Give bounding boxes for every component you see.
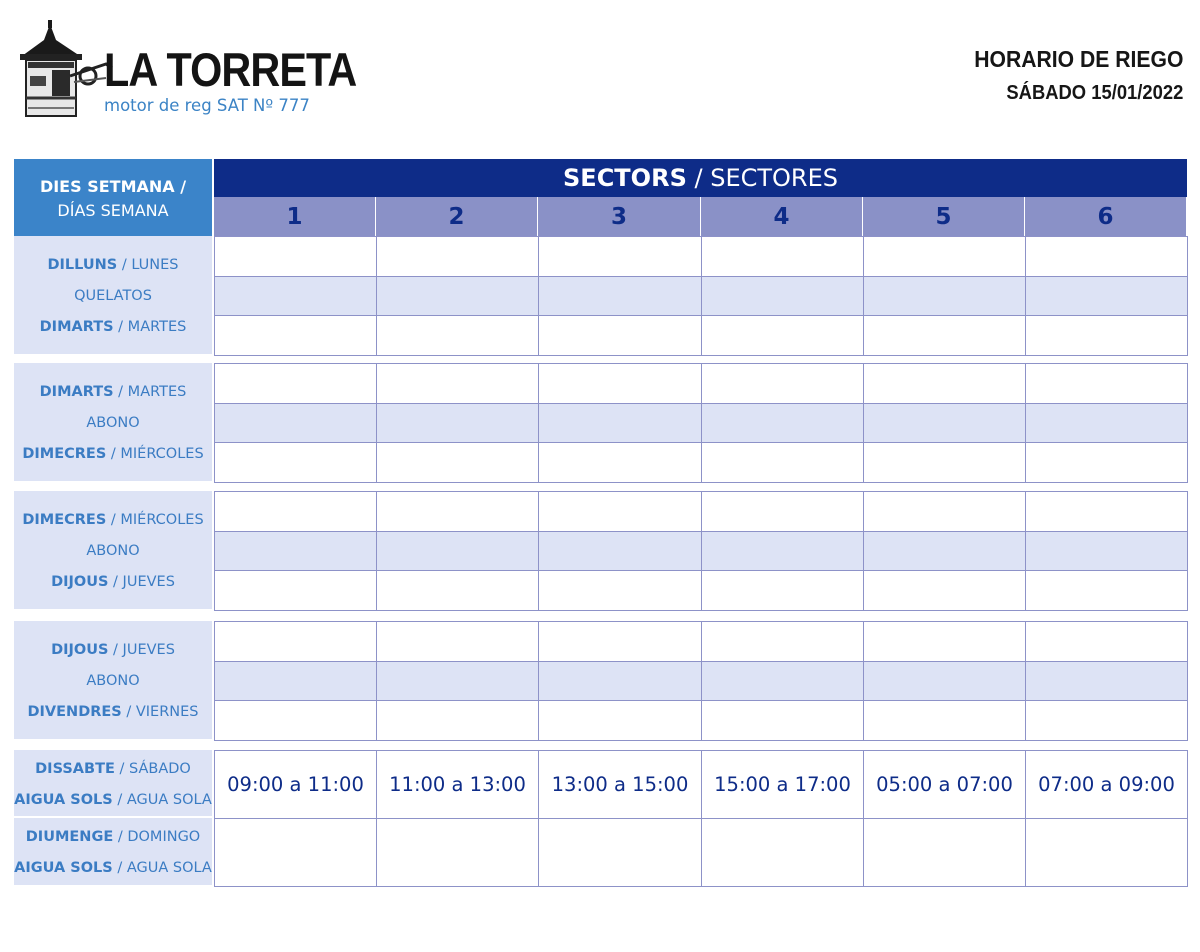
schedule-cell bbox=[701, 531, 864, 572]
schedule-cell bbox=[1025, 403, 1188, 444]
day-label bbox=[14, 286, 212, 306]
days-header bbox=[14, 159, 212, 236]
day-label-bold: DIJOUS bbox=[51, 574, 109, 590]
day-label-rest: / AGUA SOLA bbox=[112, 860, 212, 876]
schedule-cell bbox=[538, 315, 702, 356]
day-label-rest: / JUEVES bbox=[108, 574, 175, 590]
time-slot: 07:00 a 09:00 bbox=[1025, 750, 1188, 819]
day-label-rest: / VIERNES bbox=[121, 704, 199, 720]
brand-subtitle: motor de reg SAT Nº 777 bbox=[104, 96, 310, 115]
schedule-cell bbox=[376, 491, 539, 532]
schedule-cell bbox=[863, 442, 1026, 483]
schedule-cell bbox=[214, 491, 377, 532]
day-label bbox=[14, 702, 212, 722]
schedule-cell bbox=[538, 236, 702, 277]
schedule-cell bbox=[1025, 661, 1188, 702]
schedule-cell bbox=[701, 276, 864, 317]
time-slot bbox=[701, 818, 864, 887]
day-label-bold: DIVENDRES bbox=[27, 704, 122, 720]
day-group-2 bbox=[14, 363, 212, 481]
day-label-rest: ABONO bbox=[86, 415, 140, 431]
sectors-header-bold: SECTORS bbox=[563, 164, 687, 192]
time-slot bbox=[214, 818, 377, 887]
schedule-cell bbox=[1025, 700, 1188, 741]
schedule-cell bbox=[214, 236, 377, 277]
schedule-cell bbox=[214, 570, 377, 611]
weekend-day-2 bbox=[14, 818, 212, 885]
sector-header-3: 3 bbox=[538, 197, 700, 236]
day-label bbox=[14, 858, 212, 878]
schedule-cell bbox=[538, 531, 702, 572]
day-label-bold: DIMECRES bbox=[22, 446, 107, 462]
day-label-bold: DIJOUS bbox=[51, 642, 109, 658]
day-label-rest: QUELATOS bbox=[74, 288, 152, 304]
day-label-rest: ABONO bbox=[86, 673, 140, 689]
time-slot bbox=[1025, 818, 1188, 887]
weekend-day-1 bbox=[14, 750, 212, 816]
schedule-cell bbox=[701, 491, 864, 532]
schedule-cell bbox=[214, 363, 377, 404]
schedule-cell bbox=[214, 621, 377, 662]
days-header-line1: DIES SETMANA / bbox=[39, 177, 187, 196]
schedule-cell bbox=[1025, 315, 1188, 356]
schedule-cell bbox=[1025, 236, 1188, 277]
schedule-cell bbox=[214, 700, 377, 741]
sector-header-1: 1 bbox=[214, 197, 375, 236]
day-label bbox=[14, 382, 212, 402]
sector-header-6: 6 bbox=[1025, 197, 1186, 236]
schedule-cell bbox=[863, 531, 1026, 572]
document-date: SÁBADO 15/01/2022 bbox=[1006, 82, 1183, 104]
schedule-cell bbox=[701, 442, 864, 483]
day-label-rest: / JUEVES bbox=[108, 642, 175, 658]
time-slot: 13:00 a 15:00 bbox=[538, 750, 702, 819]
schedule-cell bbox=[863, 621, 1026, 662]
brand-name: LA TORRETA bbox=[104, 43, 357, 96]
schedule-cell bbox=[538, 363, 702, 404]
schedule-cell bbox=[1025, 442, 1188, 483]
day-label bbox=[14, 759, 212, 779]
schedule-cell bbox=[376, 531, 539, 572]
sector-header-4: 4 bbox=[701, 197, 862, 236]
schedule-cell bbox=[538, 661, 702, 702]
sectors-header-rest: / SECTORES bbox=[686, 164, 838, 192]
day-label-rest: / AGUA SOLA bbox=[112, 792, 212, 808]
schedule-cell bbox=[701, 315, 864, 356]
day-label-bold: DIMECRES bbox=[22, 512, 107, 528]
day-label bbox=[14, 317, 212, 337]
time-slot: 15:00 a 17:00 bbox=[701, 750, 864, 819]
schedule-cell bbox=[701, 363, 864, 404]
sector-header-2: 2 bbox=[376, 197, 537, 236]
schedule-cell bbox=[701, 570, 864, 611]
schedule-cell bbox=[863, 403, 1026, 444]
schedule-cell bbox=[701, 403, 864, 444]
day-label-bold: DIMARTS bbox=[39, 384, 114, 400]
day-label bbox=[14, 541, 212, 561]
day-label bbox=[14, 790, 212, 810]
day-label-rest: / MARTES bbox=[113, 384, 187, 400]
day-label-rest: / LUNES bbox=[117, 257, 179, 273]
day-label-bold: DIMARTS bbox=[39, 319, 114, 335]
time-slot bbox=[863, 818, 1026, 887]
day-group-4 bbox=[14, 621, 212, 739]
schedule-cell bbox=[376, 442, 539, 483]
schedule-cell bbox=[1025, 491, 1188, 532]
schedule-cell bbox=[538, 491, 702, 532]
day-label bbox=[14, 444, 212, 464]
day-label-bold: DISSABTE bbox=[35, 761, 115, 777]
day-label bbox=[14, 413, 212, 433]
day-label bbox=[14, 572, 212, 592]
day-label-rest: / MIÉRCOLES bbox=[106, 512, 204, 528]
schedule-cell bbox=[376, 661, 539, 702]
schedule-cell bbox=[863, 315, 1026, 356]
schedule-cell bbox=[863, 661, 1026, 702]
time-slot: 09:00 a 11:00 bbox=[214, 750, 377, 819]
day-label bbox=[14, 255, 212, 275]
time-slot: 11:00 a 13:00 bbox=[376, 750, 539, 819]
schedule-cell bbox=[538, 570, 702, 611]
schedule-cell bbox=[701, 621, 864, 662]
schedule-cell bbox=[701, 661, 864, 702]
schedule-cell bbox=[1025, 531, 1188, 572]
day-group-3 bbox=[14, 491, 212, 609]
day-label bbox=[14, 671, 212, 691]
document-title: HORARIO DE RIEGO bbox=[973, 46, 1183, 72]
time-slot: 05:00 a 07:00 bbox=[863, 750, 1026, 819]
day-label-bold: AIGUA SOLS bbox=[14, 792, 113, 808]
day-label bbox=[14, 640, 212, 660]
schedule-cell bbox=[1025, 621, 1188, 662]
schedule-cell bbox=[214, 531, 377, 572]
schedule-cell bbox=[376, 700, 539, 741]
schedule-cell bbox=[538, 276, 702, 317]
sectors-header bbox=[214, 159, 1187, 197]
day-label-rest: / MARTES bbox=[113, 319, 187, 335]
schedule-cell bbox=[1025, 276, 1188, 317]
schedule-cell bbox=[214, 403, 377, 444]
schedule-cell bbox=[376, 363, 539, 404]
schedule-cell bbox=[863, 276, 1026, 317]
schedule-cell bbox=[863, 236, 1026, 277]
schedule-cell bbox=[376, 315, 539, 356]
schedule-cell bbox=[538, 621, 702, 662]
schedule-cell bbox=[701, 700, 864, 741]
day-label-rest: / DOMINGO bbox=[113, 829, 201, 845]
schedule-cell bbox=[863, 570, 1026, 611]
day-label bbox=[14, 510, 212, 530]
day-label-bold: DILLUNS bbox=[47, 257, 118, 273]
day-label-rest: ABONO bbox=[86, 543, 140, 559]
tower-icon bbox=[14, 18, 114, 118]
schedule-cell bbox=[863, 363, 1026, 404]
day-label-rest: / MIÉRCOLES bbox=[106, 446, 204, 462]
schedule-cell bbox=[214, 276, 377, 317]
schedule-cell bbox=[538, 442, 702, 483]
day-label-bold: AIGUA SOLS bbox=[14, 860, 113, 876]
schedule-cell bbox=[701, 236, 864, 277]
schedule-cell bbox=[214, 315, 377, 356]
days-header-line2: DÍAS SEMANA bbox=[57, 201, 169, 220]
day-label bbox=[14, 827, 212, 847]
sector-header-5: 5 bbox=[863, 197, 1024, 236]
schedule-cell bbox=[214, 442, 377, 483]
day-group-1 bbox=[14, 236, 212, 354]
schedule-cell bbox=[376, 621, 539, 662]
day-label-bold: DIUMENGE bbox=[25, 829, 114, 845]
schedule-cell bbox=[1025, 570, 1188, 611]
schedule-cell bbox=[214, 661, 377, 702]
schedule-cell bbox=[376, 570, 539, 611]
schedule-cell bbox=[538, 403, 702, 444]
schedule-cell bbox=[376, 276, 539, 317]
schedule-cell bbox=[863, 491, 1026, 532]
day-label-rest: / SÁBADO bbox=[114, 761, 191, 777]
schedule-cell bbox=[376, 236, 539, 277]
time-slot bbox=[376, 818, 539, 887]
schedule-cell bbox=[863, 700, 1026, 741]
schedule-cell bbox=[538, 700, 702, 741]
schedule-cell bbox=[376, 403, 539, 444]
schedule-cell bbox=[1025, 363, 1188, 404]
time-slot bbox=[538, 818, 702, 887]
